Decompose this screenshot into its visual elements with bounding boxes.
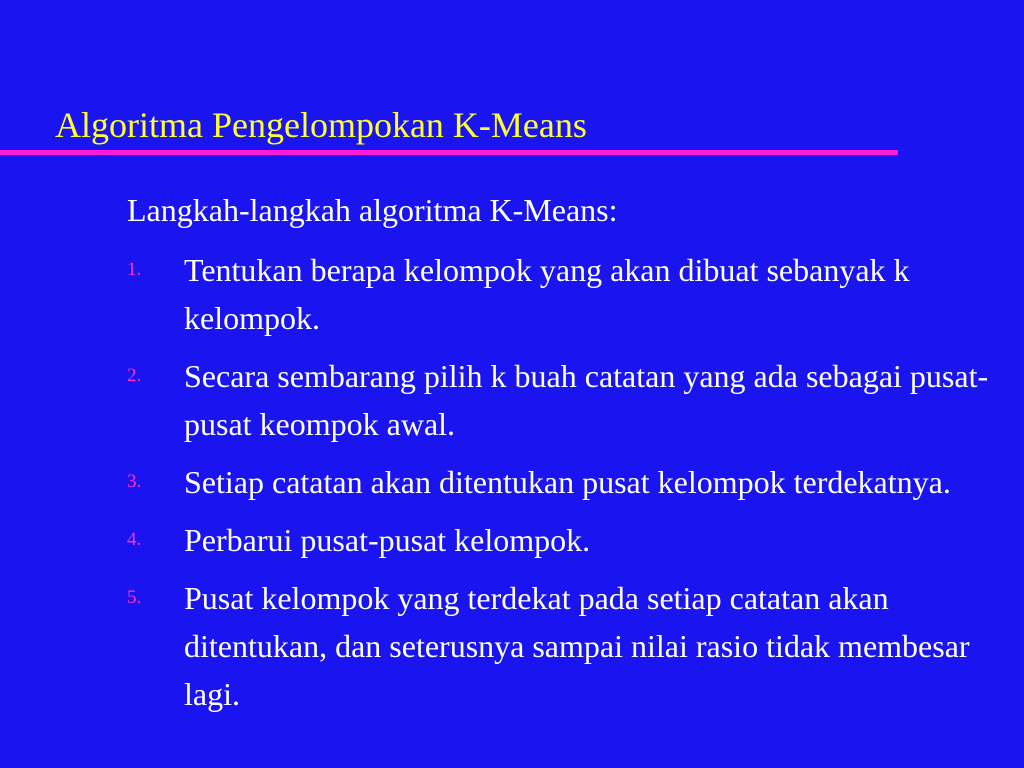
step-number: 1. <box>127 259 142 280</box>
step-number: 3. <box>127 471 142 492</box>
slide-title: Algoritma Pengelompokan K-Means <box>55 105 587 145</box>
step-number: 5. <box>127 587 142 608</box>
step-text: Perbarui pusat-pusat kelompok. <box>184 522 591 558</box>
step-text: Pusat kelompok yang terdekat pada setiap catatan akan ditentukan, dan seterusnya sampai nilai rasio tidak membesar lagi. <box>184 580 970 712</box>
intro-text: Langkah-langkah algoritma K-Means: <box>127 192 618 228</box>
steps-list <box>127 246 1007 728</box>
title-divider <box>0 150 898 155</box>
step-item-5 <box>127 574 1007 718</box>
step-number: 2. <box>127 365 142 386</box>
step-item-1 <box>127 246 1007 342</box>
step-item-2 <box>127 352 1007 448</box>
step-item-4 <box>127 516 1007 564</box>
step-number: 4. <box>127 529 142 550</box>
step-text: Tentukan berapa kelompok yang akan dibuat sebanyak k kelompok. <box>184 252 910 336</box>
step-text: Setiap catatan akan ditentukan pusat kelompok terdekatnya. <box>184 464 951 500</box>
step-item-3 <box>127 458 1007 506</box>
step-text: Secara sembarang pilih k buah catatan yang ada sebagai pusat-pusat keompok awal. <box>184 358 989 442</box>
